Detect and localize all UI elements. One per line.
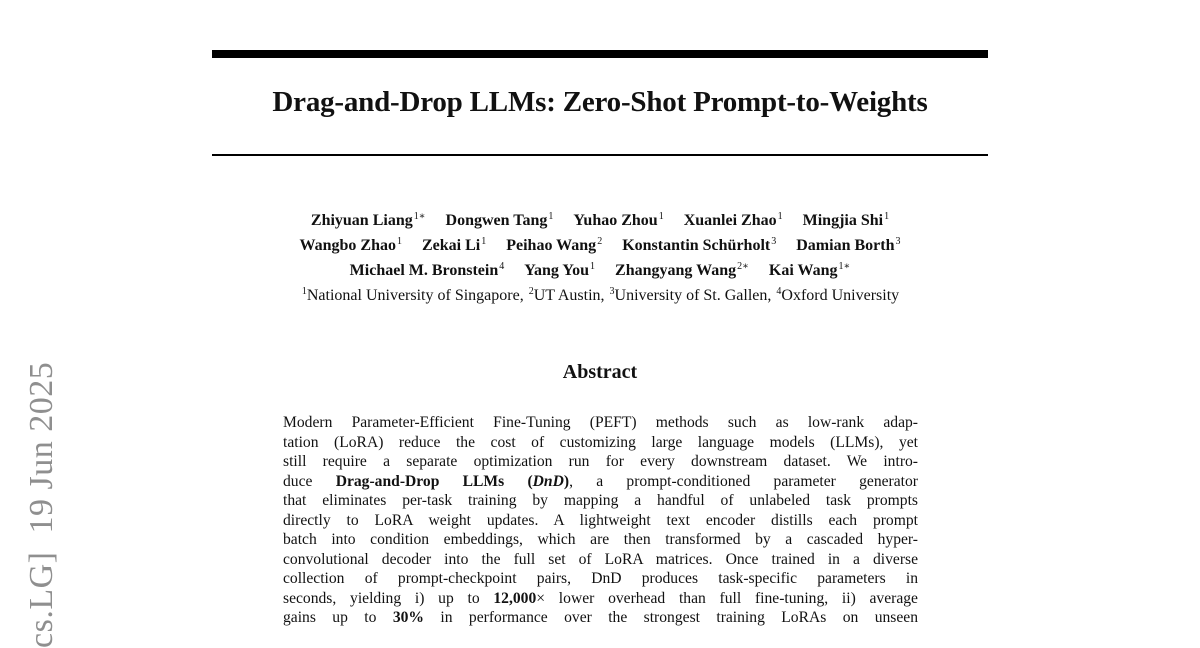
abstract-heading: Abstract: [562, 361, 638, 383]
abstract-line: [283, 589, 918, 609]
abstract-text-run: ): [563, 472, 570, 490]
abstract-text-run: × lower overhead than full fine-tuning, ii) average: [536, 589, 918, 607]
paper-title: Drag-and-Drop LLMs: Zero-Shot Prompt-to-Weights: [272, 86, 928, 118]
title-top-rule: [212, 50, 988, 58]
abstract-line: [283, 413, 918, 433]
author: Xuanlei Zhao$^1$: [683, 210, 783, 229]
abstract-text-run: still require a separate optimization run for every downstream dataset. We intro-: [283, 453, 918, 470]
abstract-line: [283, 569, 918, 589]
abstract-line: [283, 530, 918, 550]
abstract-line: [283, 511, 918, 531]
title-bottom-rule: [212, 154, 988, 156]
abstract-text-run: tation (LoRA) reduce the cost of customizing large language models (LLMs), yet: [283, 433, 918, 451]
abstract-text-run: 12,000: [493, 589, 537, 607]
abstract-text-run: Drag-and-Drop LLMs (: [335, 472, 533, 490]
author: Peihao Wang$^2$: [506, 235, 603, 254]
abstract-text-run: , a prompt-conditioned parameter generator: [569, 472, 918, 490]
abstract-text-run: 30%: [392, 609, 425, 626]
abstract-text-run: duce: [283, 472, 336, 490]
abstract-text-run: collection of prompt-checkpoint pairs, DnD produces task-specific parameters in: [283, 570, 918, 587]
author-line: [212, 208, 988, 233]
abstract-line: [283, 472, 918, 492]
abstract-text-run: DnD: [532, 472, 564, 490]
arxiv-category: cs.LG]: [23, 551, 60, 648]
abstract-text-run: that eliminates per-task training by mapping a handful of unlabeled task prompts: [283, 492, 918, 509]
author: Yuhao Zhou$^1$: [573, 210, 664, 229]
abstract-text-run: seconds, yielding i) up to: [283, 589, 494, 607]
abstract-text-run: Modern Parameter-Efficient Fine-Tuning (PEFT) methods such as low-rank adap-: [283, 414, 918, 431]
abstract-line: [283, 491, 918, 511]
abstract-text-run: batch into condition embeddings, which are then transformed by a cascaded hyper-: [283, 531, 918, 548]
abstract-line: [283, 608, 918, 628]
author: Dongwen Tang$^1$: [445, 210, 554, 229]
author: Zekai Li$^1$: [422, 235, 487, 254]
abstract-line: [283, 433, 918, 453]
abstract-text-run: convolutional decoder into the full set of LoRA matrices. Once trained in a diverse: [283, 550, 918, 568]
author: Wangbo Zhao$^1$: [299, 235, 402, 254]
abstract-text-run: in performance over the strongest training LoRAs on unseen: [424, 609, 918, 626]
arxiv-date: 19 Jun 2025: [23, 361, 60, 534]
author-line: [212, 233, 988, 258]
author: Mingjia Shi$^1$: [802, 210, 890, 229]
abstract-line: [283, 452, 918, 472]
abstract-body: [283, 413, 918, 628]
arxiv-stamp: [22, 362, 62, 648]
abstract-line: [283, 550, 918, 570]
author-block: [212, 208, 988, 308]
abstract-text-run: directly to LoRA weight updates. A lightweight text encoder distills each prompt: [283, 511, 918, 529]
author: Kai Wang$^{1∗}$: [768, 260, 851, 279]
author: Konstantin Schürholt$^3$: [622, 235, 777, 254]
author: Zhangyang Wang$^{2∗}$: [615, 260, 749, 279]
author: Damian Borth$^3$: [796, 235, 901, 254]
affiliations: $^1$National University of Singapore, $^2$UT Austin, $^3$University of St. Gallen, $^4$Oxford University: [301, 285, 900, 304]
author-line: [212, 258, 988, 283]
author: Michael M. Bronstein$^4$: [349, 260, 505, 279]
abstract-text-run: gains up to: [283, 609, 393, 626]
author: Zhiyuan Liang$^{1∗}$: [310, 210, 426, 229]
author: Yang You$^1$: [524, 260, 596, 279]
